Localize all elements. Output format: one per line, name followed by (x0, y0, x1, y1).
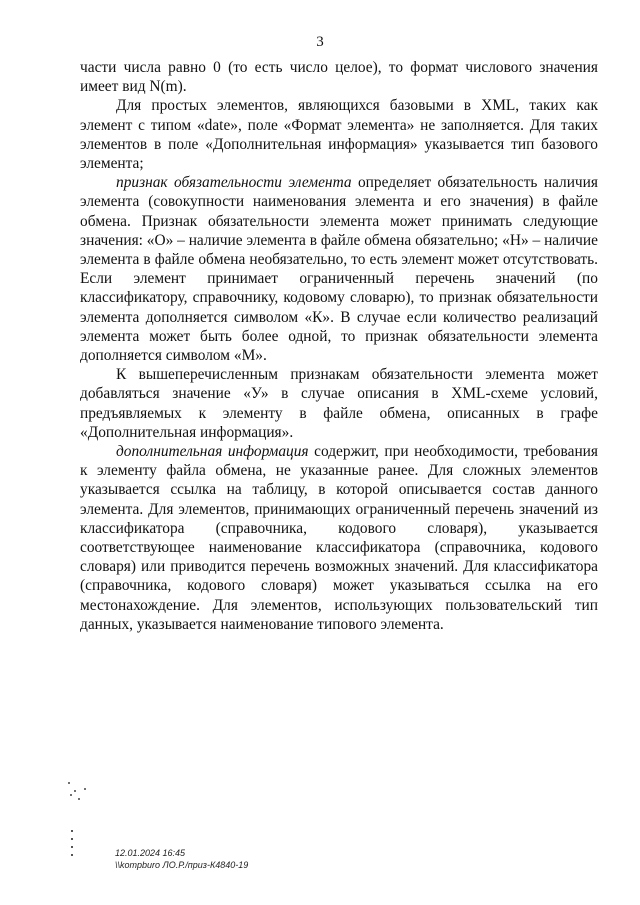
term-mandatory-flag: признак обязательности элемента (116, 174, 352, 192)
paragraph-2-text: Для простых элементов, являющихся базовыми в XML, таких как элемент с типом «date», поле «Формат элемента» не заполняется. Для таких элементов в поле «Дополнительная информация» указывается тип базового элемента; (80, 97, 598, 173)
paragraph-3 (80, 173, 598, 365)
paragraph-5 (80, 442, 598, 634)
term-additional-info: дополнительная информация (116, 443, 309, 461)
paragraph-1 (80, 58, 598, 96)
paragraph-2 (80, 96, 598, 173)
footer-path: \\kompburo ЛО.Р./приз-К4840-19 (115, 860, 249, 870)
footer-timestamp: 12.01.2024 16:45 (115, 848, 186, 858)
paragraph-5-text: содержит, при необходимости, требования к элементу файла обмена, не указанные ранее. Для сложных элементов указывается ссылка на таблицу, в которой описывается состав данного элемента. Для элементов, принимающих ограниченный перечень значений из классификатора (справочника, кодового словаря), указывается соответствующее наименование классификатора (справочника, кодового словаря) или приводится перечень возможных значений. Для классификатора (справочника, кодового словаря) может указываться ссылка на его местонахождение. Для элементов, использующих пользовательский тип данных, указывается наименование типового элемента. (80, 443, 598, 633)
page-number: 3 (316, 34, 324, 50)
document-body (80, 58, 598, 634)
paragraph-4-text: К вышеперечисленным признакам обязательности элемента может добавляться значение «У» в случае описания в XML-схеме условий, предъявляемых к элементу в файле обмена, описанных в графе «Дополнительная информация». (80, 366, 598, 441)
paragraph-1-text: части числа равно 0 (то есть число целое), то формат числового значения имеет вид N(m). (80, 59, 598, 96)
scan-mark (70, 830, 74, 858)
document-footer (115, 847, 248, 871)
paragraph-4 (80, 365, 598, 442)
paragraph-3-text: определяет обязательность наличия элемента (совокупности наименования элемента и его значения) в файле обмена. Признак обязательности элемента может принимать следующие значения: «О» – наличие элемента в файле обмена обязательно; «Н» – наличие элемента в файле обмена необязательно, то есть элемент может отсутствовать. Если элемент принимает ограниченный перечень значений (по классификатору, справочнику, кодовому словарю), то признак обязательности элемента дополняется символом «К». В случае если количество реализаций элемента может быть более одной, то признак обязательности элемента дополняется символом «М». (80, 174, 598, 365)
scan-artifact (64, 776, 94, 806)
